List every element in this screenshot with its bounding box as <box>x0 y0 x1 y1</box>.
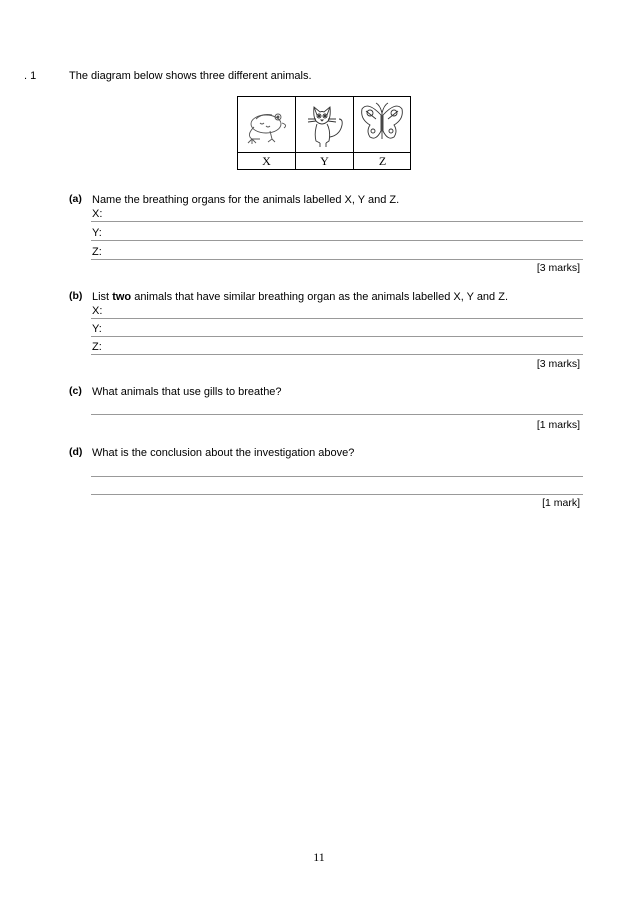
part-c-marks: [1 marks] <box>536 419 580 431</box>
part-b-text: List two animals that have similar breathing organ as the animals labelled X, Y and Z. <box>92 291 509 303</box>
question-number: . 1 <box>24 70 37 82</box>
animal-cell-y <box>296 97 354 153</box>
answer-line[interactable] <box>91 259 583 260</box>
butterfly-icon <box>354 97 410 152</box>
answer-line[interactable] <box>91 240 583 241</box>
animal-label-x: X <box>238 153 296 170</box>
part-a-label: (a) <box>69 193 82 205</box>
part-a-answer-y: Y: <box>92 227 102 239</box>
part-a-marks: [3 marks] <box>536 262 580 274</box>
part-b-emphasis: two <box>112 291 132 303</box>
question-text: The diagram below shows three different animals. <box>69 70 312 82</box>
answer-line[interactable] <box>91 354 583 355</box>
part-a-answer-x: X: <box>92 208 103 220</box>
animal-cell-x <box>238 97 296 153</box>
answer-line[interactable] <box>91 414 583 415</box>
part-b-answer-y: Y: <box>92 323 102 335</box>
animal-label-z: Z <box>378 154 387 168</box>
frog-icon <box>238 97 295 152</box>
part-d-text: What is the conclusion about the investigation above? <box>92 447 355 459</box>
answer-line[interactable] <box>91 476 583 477</box>
part-b-label: (b) <box>69 290 83 302</box>
part-c-text: What animals that use gills to breathe? <box>92 386 282 398</box>
answer-line[interactable] <box>91 318 583 319</box>
animal-cell-z <box>354 97 411 153</box>
part-a-text: Name the breathing organs for the animals labelled X, Y and Z. <box>92 194 400 206</box>
animals-figure <box>237 96 411 170</box>
part-d-marks: [1 mark] <box>542 497 580 509</box>
part-b-answer-x: X: <box>92 305 103 317</box>
animal-label-y: Y <box>296 153 354 170</box>
answer-line[interactable] <box>91 494 583 495</box>
part-a-answer-z: Z: <box>92 246 102 258</box>
part-d-label: (d) <box>69 446 83 458</box>
part-b-answer-z: Z: <box>92 341 102 353</box>
page-number: 11 <box>313 850 325 864</box>
part-c-label: (c) <box>69 385 82 397</box>
answer-line[interactable] <box>91 221 583 222</box>
cat-icon <box>296 97 353 152</box>
part-b-marks: [3 marks] <box>536 358 580 370</box>
answer-line[interactable] <box>91 336 583 337</box>
